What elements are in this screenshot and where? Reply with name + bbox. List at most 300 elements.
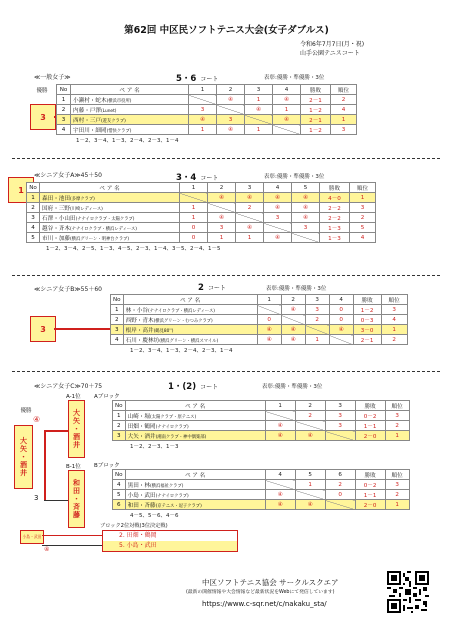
score-cell: 1 <box>189 125 217 135</box>
score-cell <box>329 335 353 345</box>
table-row <box>113 411 410 421</box>
loser-score: 3 <box>34 494 39 502</box>
rank: 4 <box>331 105 357 115</box>
score-cell: ④ <box>295 431 325 441</box>
winner-box: 3 <box>30 104 56 130</box>
score-cell: ④ <box>264 203 292 213</box>
col-opponent: 3 <box>245 85 273 95</box>
round-robin-table <box>110 294 408 345</box>
col-opponent: 4 <box>329 295 353 305</box>
rank: 4 <box>381 315 407 325</box>
col-opponent: 4 <box>265 470 295 480</box>
rank: 4 <box>350 233 376 243</box>
col-opponent: 2 <box>217 85 245 95</box>
score-cell: ④ <box>281 325 305 335</box>
third-place-title: ブロック2位対戦(3位決定戦) <box>100 523 168 529</box>
pair-club: (横浜福祉クラブ) <box>150 483 184 489</box>
score-cell: 3 <box>264 213 292 223</box>
footer-org: 中区ソフトテニス協会 サークルスクエア <box>202 578 339 587</box>
col-no: No <box>27 183 40 193</box>
score-cell <box>292 233 320 243</box>
col-opponent: 4 <box>273 85 301 95</box>
pair-players: 森田・池田 <box>42 195 70 202</box>
rank: 1 <box>385 500 409 510</box>
score-cell: 1 <box>208 233 236 243</box>
table-row <box>57 105 357 115</box>
score-cell: 1 <box>295 480 325 490</box>
score-cell <box>273 125 301 135</box>
win-loss: 1－2 <box>301 105 331 115</box>
award-legend: 表彰:優勝・準優勝・3位 <box>264 75 325 81</box>
score-cell <box>257 305 281 315</box>
third-place-pair-a: 2. 田畑・鶴岡 <box>119 532 157 539</box>
rank: 3 <box>385 411 409 421</box>
pair-name <box>40 203 180 213</box>
col-rank: 順位 <box>385 470 409 480</box>
pair-players: 石川・慶林坊 <box>125 337 160 344</box>
score-cell: ④ <box>189 115 217 125</box>
score-cell: 1 <box>273 105 301 115</box>
score-cell: 1 <box>236 233 264 243</box>
pair-players: 黒田・林 <box>127 482 150 489</box>
score-cell: ④ <box>264 193 292 203</box>
col-rank: 順位 <box>381 295 407 305</box>
pair-players: 市川・加藤 <box>42 235 70 242</box>
section-divider <box>12 371 440 372</box>
table-row <box>57 95 357 105</box>
winner-label: 優勝 <box>20 408 32 414</box>
score-cell: ④ <box>264 233 292 243</box>
pair-no: 2 <box>113 421 126 431</box>
pair-no: 3 <box>27 213 40 223</box>
pair-club: (Lunet) <box>100 108 117 114</box>
col-wins: 勝敗 <box>301 85 331 95</box>
col-wins: 勝敗 <box>355 401 385 411</box>
score-cell <box>265 480 295 490</box>
score-cell: ④ <box>257 325 281 335</box>
rank: 5 <box>350 223 376 233</box>
win-loss: 4－0 <box>320 193 350 203</box>
score-cell: ④ <box>208 193 236 203</box>
bracket-line <box>44 430 46 500</box>
pair-no: 3 <box>111 325 124 335</box>
section-divider <box>12 275 440 276</box>
pair-no: 5 <box>27 233 40 243</box>
table-header-row <box>113 470 410 480</box>
score-cell: 0 <box>325 490 355 500</box>
winner-box: 1 <box>8 177 34 203</box>
pair-no: 1 <box>113 411 126 421</box>
block-a-winner: 大矢・酒井 <box>68 400 85 458</box>
col-opponent: 3 <box>236 183 264 193</box>
score-cell <box>295 490 325 500</box>
score-cell: 2 <box>305 315 329 325</box>
col-wins: 勝敗 <box>353 295 381 305</box>
col-rank: 順位 <box>331 85 357 95</box>
score-cell: 2 <box>295 411 325 421</box>
block-b-winner: 和田・斉藤 <box>68 470 85 528</box>
section-divider <box>12 158 440 159</box>
rank: 1 <box>381 325 407 335</box>
rank: 2 <box>385 490 409 500</box>
score-cell: ④ <box>273 115 301 125</box>
score-cell: ④ <box>265 421 295 431</box>
rank: 2 <box>381 335 407 345</box>
score-cell <box>325 500 355 510</box>
section-label: ≪シニア女子A≫45＋50 <box>34 172 102 179</box>
score-cell: ④ <box>281 335 305 345</box>
pair-name <box>123 305 257 315</box>
win-loss: 0－2 <box>355 480 385 490</box>
score-cell <box>295 421 325 431</box>
col-no: No <box>111 295 124 305</box>
win-loss: 2－1 <box>301 115 331 125</box>
pair-no: 2 <box>27 203 40 213</box>
rank: 3 <box>331 125 357 135</box>
pair-no: 4 <box>113 480 126 490</box>
table-row <box>57 125 357 135</box>
win-loss: 0－2 <box>355 411 385 421</box>
bracket-line <box>44 430 68 432</box>
court-label: 5・6 コート <box>176 74 219 84</box>
pair-name <box>125 490 265 500</box>
col-opponent: 4 <box>264 183 292 193</box>
match-order: 1－2、3－4、1－3、2－4、2－3、1－4 <box>130 348 233 354</box>
score-cell: ④ <box>265 500 295 510</box>
table-row <box>113 490 410 500</box>
table-header-row <box>57 85 357 95</box>
bracket-line <box>42 535 102 536</box>
col-opponent: 3 <box>325 401 355 411</box>
table-row <box>111 315 408 325</box>
pair-name <box>40 193 180 203</box>
score-cell: 2 <box>325 480 355 490</box>
pair-club: (横浜グリーン・明神台クラブ) <box>69 236 130 242</box>
col-name: ペ ア 名 <box>71 85 189 95</box>
col-wins: 勝敗 <box>320 183 350 193</box>
pair-club: (多摩クラブ) <box>69 196 95 202</box>
event-date: 令和6年7月7日(月・祝) <box>300 41 365 48</box>
table-row <box>113 480 410 490</box>
score-cell: 0 <box>257 315 281 325</box>
match-order: 4－5、5－6、4－6 <box>130 513 179 519</box>
pair-no: 6 <box>113 500 126 510</box>
score-cell: 2 <box>236 203 264 213</box>
pair-name <box>40 233 180 243</box>
award-legend: 表彰:優勝・準優勝・3位 <box>266 286 327 292</box>
pair-name <box>71 105 189 115</box>
third-place-winner: 小島・武田 <box>20 530 44 544</box>
pair-club: (ナナイロクラブ・横浜レディース) <box>69 226 137 232</box>
third-place-score: ④ <box>44 546 50 553</box>
pair-players: 山崎・堀 <box>127 413 150 420</box>
win-loss: 1－3 <box>320 233 350 243</box>
col-opponent: 1 <box>265 401 295 411</box>
win-loss: 2－1 <box>301 95 331 105</box>
score-cell <box>217 105 245 115</box>
pair-no: 3 <box>113 431 126 441</box>
score-cell: 3 <box>325 421 355 431</box>
score-cell: ④ <box>265 431 295 441</box>
score-cell <box>180 193 208 203</box>
col-opponent: 2 <box>281 295 305 305</box>
score-cell: ④ <box>245 105 273 115</box>
col-rank: 順位 <box>350 183 376 193</box>
pair-no: 1 <box>111 305 124 315</box>
pair-players: 林・小谷 <box>125 307 148 314</box>
pair-players: 小瀬村・蛇木 <box>73 97 107 104</box>
col-opponent: 3 <box>305 295 329 305</box>
rank: 3 <box>385 480 409 490</box>
score-cell: 1 <box>180 213 208 223</box>
win-loss: 1－1 <box>355 490 385 500</box>
win-loss: 0－3 <box>353 315 381 325</box>
pair-club: (横浜グリーン・横浜スマイル) <box>159 338 219 344</box>
match-order: 1－2、2－3、1－3 <box>130 444 179 450</box>
table-row <box>111 305 408 315</box>
score-cell: 1 <box>245 125 273 135</box>
table-row <box>113 421 410 431</box>
score-cell: 1 <box>245 95 273 105</box>
score-cell: ④ <box>292 213 320 223</box>
score-cell: 3 <box>292 223 320 233</box>
win-loss: 3－0 <box>353 325 381 335</box>
match-order: 1－2、3－4、2－5、1－3、4－5、2－3、1－4、3－5、2－4、1－5 <box>46 246 221 252</box>
pair-players: 石澤・小山田 <box>42 215 76 222</box>
score-cell: 0 <box>180 223 208 233</box>
pair-players: 根岸・高井 <box>125 327 154 334</box>
court-label: 3・4 コート <box>176 173 219 183</box>
table-header-row <box>27 183 376 193</box>
bracket-line <box>42 545 102 546</box>
win-loss: 2－0 <box>355 431 385 441</box>
qr-code-icon <box>387 571 429 613</box>
win-loss: 1－2 <box>353 305 381 315</box>
round-robin-table <box>26 182 376 243</box>
winner-connector <box>54 328 110 330</box>
pair-players: 小島・武田 <box>127 492 156 499</box>
col-no: No <box>113 470 126 480</box>
table-row <box>57 115 357 125</box>
pair-players: 田畑・鶴岡 <box>127 423 156 430</box>
court-label: 2 コート <box>198 283 226 293</box>
rank: 2 <box>350 213 376 223</box>
pair-club: (京テニス・逗子クラブ) <box>155 503 202 509</box>
pair-no: 5 <box>113 490 126 500</box>
pair-club: (遊友クラブ) <box>100 118 126 124</box>
winner-score: ④ <box>33 415 41 424</box>
col-opponent: 2 <box>295 401 325 411</box>
col-opponent: 5 <box>295 470 325 480</box>
score-cell <box>265 411 295 421</box>
col-opponent: 1 <box>180 183 208 193</box>
col-name: ペ ア 名 <box>125 470 265 480</box>
col-opponent: 6 <box>325 470 355 480</box>
table-header-row <box>111 295 408 305</box>
pair-club: (惜快クラブ) <box>106 128 132 134</box>
score-cell: ④ <box>236 223 264 233</box>
event-info <box>300 40 364 58</box>
table-row <box>27 233 376 243</box>
rank: 1 <box>331 115 357 125</box>
score-cell: ④ <box>236 193 264 203</box>
col-rank: 順位 <box>385 401 409 411</box>
pair-club: (ナナイロクラブ・横浜レディース) <box>148 308 215 314</box>
col-opponent: 2 <box>208 183 236 193</box>
rank: 2 <box>385 421 409 431</box>
score-cell: 0 <box>329 305 353 315</box>
win-loss: 2－0 <box>355 500 385 510</box>
bracket-line <box>44 500 68 501</box>
score-cell: 3 <box>189 105 217 115</box>
score-cell: 1 <box>305 335 329 345</box>
score-cell: 3 <box>217 115 245 125</box>
pair-club: (ナナイロクラブ・太陽クラブ) <box>75 216 135 222</box>
score-cell: ④ <box>208 213 236 223</box>
rank: 1 <box>350 193 376 203</box>
score-cell <box>189 95 217 105</box>
footer-note: (最新の開催情報や大会情報など最新状況をWebにて発信しています) <box>186 590 335 595</box>
block-a-tag: A-1位 <box>66 394 81 400</box>
col-name: ペ ア 名 <box>125 401 265 411</box>
score-cell <box>281 315 305 325</box>
win-loss: 1－3 <box>320 223 350 233</box>
block-a-title: Aブロック <box>94 394 120 400</box>
match-order: 1－2、3－4、1－3、2－4、2－3、1－4 <box>76 138 179 144</box>
pair-players: 大矢・酒井 <box>127 433 156 440</box>
pair-no: 4 <box>27 223 40 233</box>
winner-label: 優勝 <box>36 88 48 94</box>
rank: 2 <box>331 95 357 105</box>
footer-url[interactable]: https://www.c-sqr.net/c/nakaku_sta/ <box>202 600 327 608</box>
col-name: ペ ア 名 <box>123 295 257 305</box>
table-row <box>27 203 376 213</box>
score-cell: ④ <box>265 490 295 500</box>
winner-box: 3 <box>30 316 56 342</box>
pair-club: (横浜市役所) <box>106 98 132 104</box>
section-label: ≪シニア女子B≫55＋60 <box>34 286 102 293</box>
pair-no: 2 <box>57 105 71 115</box>
col-name: ペ ア 名 <box>40 183 180 193</box>
col-no: No <box>113 401 126 411</box>
pair-name <box>125 500 265 510</box>
pair-name <box>71 115 189 125</box>
pair-no: 4 <box>57 125 71 135</box>
win-loss: 1－2 <box>301 125 331 135</box>
score-cell <box>325 431 355 441</box>
col-no: No <box>57 85 71 95</box>
score-cell: ④ <box>273 95 301 105</box>
award-legend: 表彰:優勝・準優勝・3位 <box>264 174 325 180</box>
score-cell: 1 <box>180 203 208 213</box>
win-loss: 2－2 <box>320 203 350 213</box>
pair-club: (川崎レディース) <box>69 206 103 212</box>
pair-name <box>123 325 257 335</box>
score-cell: ④ <box>295 500 325 510</box>
pair-no: 3 <box>57 115 71 125</box>
pair-club: (ナナイロクラブ) <box>155 493 189 499</box>
pair-name <box>125 421 265 431</box>
score-cell: 0 <box>180 233 208 243</box>
score-cell: ④ <box>257 335 281 345</box>
rank: 3 <box>350 203 376 213</box>
col-opponent: 1 <box>189 85 217 95</box>
pair-players: 内藤・戸澤 <box>73 107 101 114</box>
pair-club: (ナナイロクラブ) <box>155 424 189 430</box>
table-row <box>113 500 410 510</box>
score-cell: ④ <box>217 95 245 105</box>
block-table-blockB <box>112 469 410 510</box>
block-b-title: Bブロック <box>94 463 120 469</box>
pair-name <box>125 480 265 490</box>
pair-players: 西村・三戸 <box>73 117 101 124</box>
pair-players: 西野・青木 <box>125 317 154 324</box>
pair-name <box>125 431 265 441</box>
table-row <box>113 431 410 441</box>
table-row <box>27 213 376 223</box>
pair-club: (湘南クラブ・神中偶楽部) <box>155 434 207 440</box>
table-row <box>111 325 408 335</box>
pair-name <box>123 335 257 345</box>
pair-name <box>125 411 265 421</box>
third-place-box <box>102 530 238 552</box>
pair-players: 越谷・斉木 <box>42 225 70 232</box>
pair-no: 4 <box>111 335 124 345</box>
col-wins: 勝敗 <box>355 470 385 480</box>
score-cell: ④ <box>292 203 320 213</box>
score-cell: 3 <box>305 305 329 315</box>
pair-name <box>71 125 189 135</box>
score-cell: ④ <box>217 125 245 135</box>
pair-name <box>123 315 257 325</box>
score-cell <box>236 213 264 223</box>
pair-no: 1 <box>27 193 40 203</box>
score-cell: 3 <box>325 411 355 421</box>
score-cell: ④ <box>292 193 320 203</box>
block-b-tag: B-1位 <box>66 464 81 470</box>
score-cell <box>245 115 273 125</box>
pair-club: (太陽クラブ・原テニス) <box>150 414 197 420</box>
score-cell <box>305 325 329 335</box>
table-row <box>111 335 408 345</box>
pair-name <box>40 213 180 223</box>
score-cell <box>264 223 292 233</box>
round-robin-table <box>56 84 357 135</box>
score-cell <box>208 203 236 213</box>
score-cell: ④ <box>329 325 353 335</box>
rank: 1 <box>385 431 409 441</box>
rank: 3 <box>381 305 407 315</box>
score-cell: 0 <box>329 315 353 325</box>
col-opponent: 1 <box>257 295 281 305</box>
win-loss: 1－1 <box>355 421 385 431</box>
win-loss: 2－1 <box>353 335 381 345</box>
pair-name <box>40 223 180 233</box>
pair-players: 国府・三野 <box>42 205 70 212</box>
table-row <box>27 193 376 203</box>
page-title: 第62回 中区民ソフトテニス大会(女子ダブルス) <box>124 25 329 36</box>
score-cell: 3 <box>208 223 236 233</box>
third-place-pair-b: 5. 小島・武田 <box>103 541 237 551</box>
pair-club: (横浜グリーン・むつみクラブ) <box>153 318 213 324</box>
win-loss: 2－2 <box>320 213 350 223</box>
block-table-blockA <box>112 400 410 441</box>
table-header-row <box>113 401 410 411</box>
event-venue: 山手公園テニスコート <box>300 50 360 57</box>
court-label: 1・(2) コート <box>168 382 219 392</box>
section-label: ≪一般女子≫ <box>34 74 71 81</box>
pair-players: 宇田川・細岡 <box>73 127 107 134</box>
